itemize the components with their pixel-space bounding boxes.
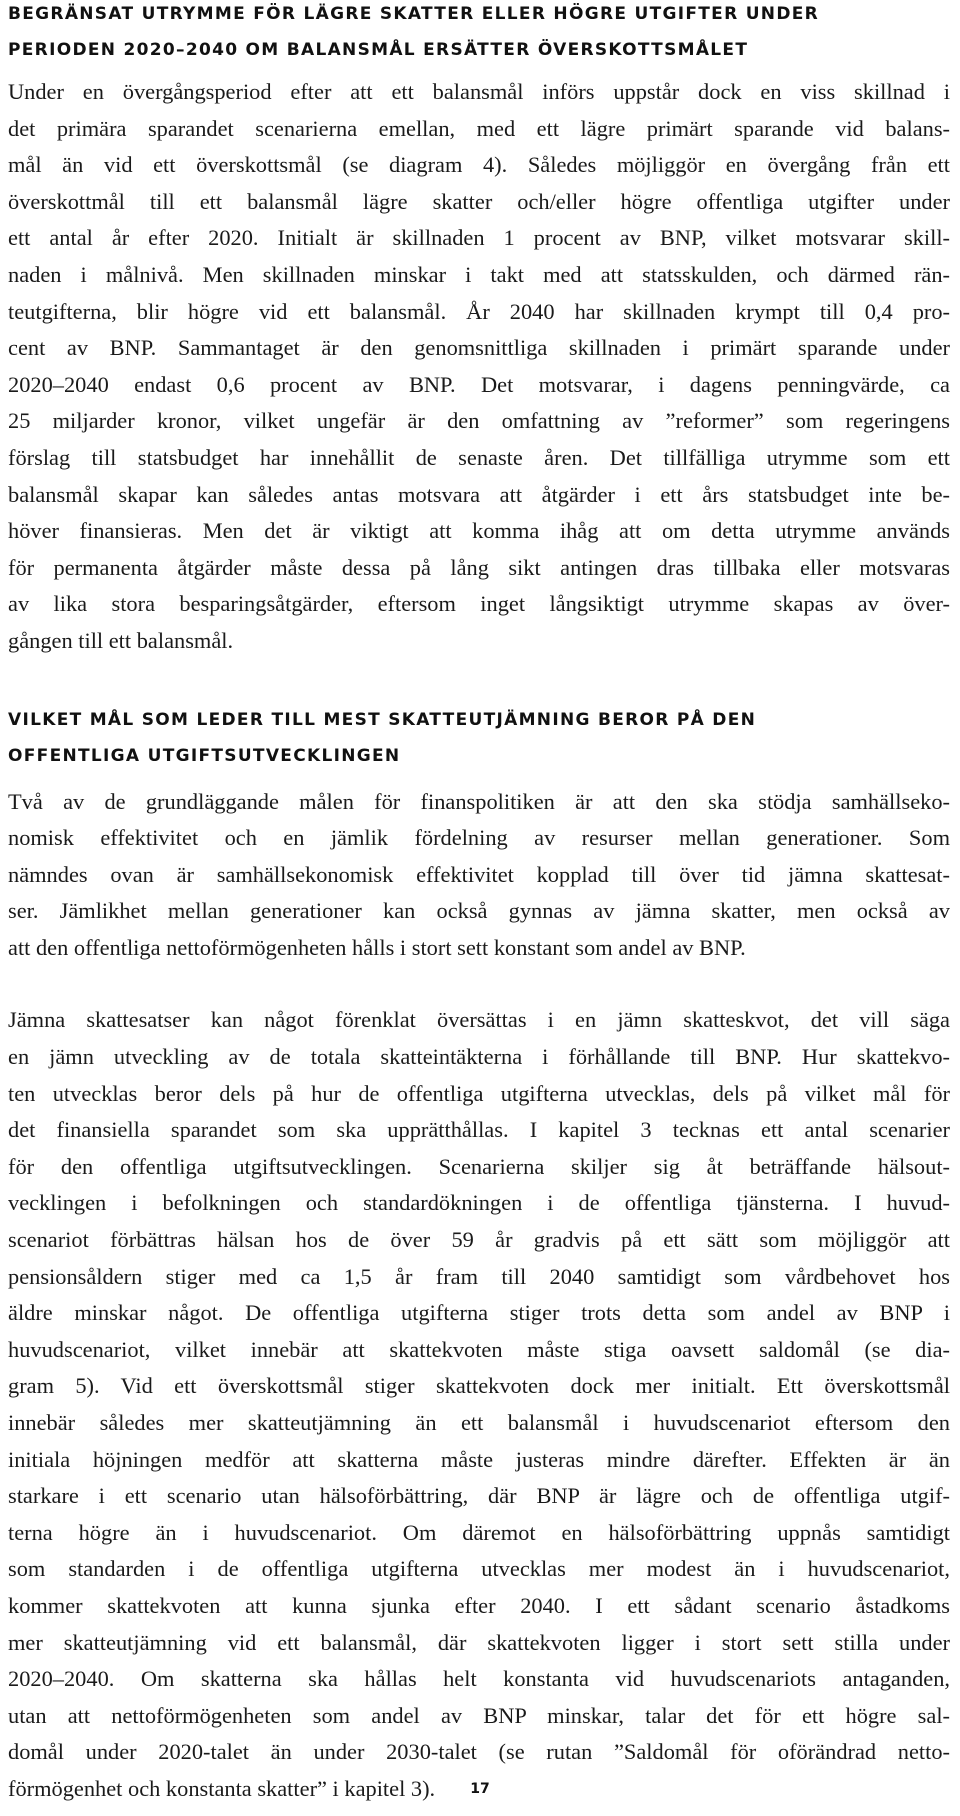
- text-line: höver finansieras. Men det är viktigt att komma ihåg att om detta utrymme används: [8, 518, 950, 544]
- text-line: innebär således mer skatteutjämning än ett balansmål i huvudscenariot eftersom den: [8, 1410, 950, 1435]
- page-number: 17: [470, 1781, 490, 1797]
- text-line: gången till ett balansmål.: [8, 627, 234, 653]
- heading-line: BEGRÄNSAT UTRYMME FÖR LÄGRE SKATTER ELLER HÖGRE UTGIFTER UNDER: [8, 4, 820, 24]
- text-line: terna högre än i huvudscenariot. Om däremot en hälsoförbättring uppnås samtidigt: [8, 1519, 950, 1545]
- text-line: ten utvecklas beror dels på hur de offentliga utgifterna utvecklas, dels på vilket mål för: [8, 1080, 950, 1106]
- heading-line: OFFENTLIGA UTGIFTSUTVECKLINGEN: [8, 745, 401, 766]
- text-line: 2020–2040 endast 0,6 procent av BNP. Det motsvarar, i dagens penningvärde, ca: [8, 371, 950, 397]
- text-line: Två av de grundläggande målen för finanspolitiken är att den ska stödja samhällseko-: [8, 788, 950, 814]
- text-line: det primära sparandet scenarierna emellan, med ett lägre primärt sparande vid balans-: [8, 115, 950, 141]
- text-line: domål under 2020-talet än under 2030-talet (se rutan ”Saldomål för oförändrad netto-: [8, 1739, 950, 1765]
- text-line: ett antal år efter 2020. Initialt är skillnaden 1 procent av BNP, vilket motsvarar skill-: [8, 225, 950, 251]
- text-line: 25 miljarder kronor, vilket ungefär är den omfattning av ”reformer” som regeringens: [8, 408, 950, 434]
- text-line: att den offentliga nettoförmögenheten hålls i stort sett konstant som andel av BNP.: [8, 934, 746, 960]
- text-line: av lika stora besparingsåtgärder, eftersom inget långsiktigt utrymme skapas av över-: [8, 591, 950, 617]
- text-line: naden i målnivå. Men skillnaden minskar i takt med att statsskulden, och därmed rän-: [8, 261, 950, 287]
- text-line: pensionsåldern stiger med ca 1,5 år fram till 2040 samtidigt som vårdbehovet hos: [8, 1263, 950, 1289]
- section-2-paragraph-1: [8, 784, 950, 967]
- text-line: för den offentliga utgiftsutvecklingen. Scenarierna skiljer sig åt beträffande hälsout-: [8, 1153, 950, 1179]
- text-line: scenariot förbättras hälsan hos de över 59 år gradvis på ett sätt som möjliggör att: [8, 1227, 950, 1253]
- text-line: balansmål skapar kan således antas motsvara att åtgärder i ett års statsbudget inte be-: [8, 481, 950, 507]
- text-line: nomisk effektivitet och en jämlik fördelning av resurser mellan generationer. Som: [8, 825, 950, 851]
- text-line: kommer skattekvoten att kunna sjunka efter 2040. I ett sådant scenario åstadkoms: [8, 1592, 950, 1618]
- text-line: en jämn utveckling av de totala skatteintäkterna i förhållande till BNP. Hur skattekvo-: [8, 1044, 950, 1070]
- section-heading-2: [8, 702, 950, 774]
- text-line: mål än vid ett överskottsmål (se diagram 4). Således möjliggör en övergång från ett: [8, 152, 950, 178]
- text-line: gram 5). Vid ett överskottsmål stiger skattekvoten dock mer initialt. Ett överskottsmål: [8, 1373, 950, 1399]
- text-line: mer skatteutjämning vid ett balansmål, där skattekvoten ligger i stort sett stilla under: [8, 1629, 950, 1655]
- text-line: 2020–2040. Om skatterna ska hållas helt konstanta vid huvudscenariots antaganden,: [8, 1666, 950, 1692]
- text-line: överskottmål till ett balansmål lägre skatter och/eller högre offentliga utgifter under: [8, 188, 950, 214]
- text-line: huvudscenariot, vilket innebär att skattekvoten måste stiga oavsett saldomål (se dia-: [8, 1336, 950, 1362]
- text-line: Under en övergångsperiod efter att ett balansmål införs uppstår dock en viss skillnad i: [8, 79, 950, 104]
- text-line: Jämna skattesatser kan något förenklat översättas i en jämn skatteskvot, det vill säga: [8, 1007, 950, 1033]
- text-line: äldre minskar något. De offentliga utgifterna stiger trots detta som andel av BNP i: [8, 1300, 950, 1326]
- text-line: ser. Jämlikhet mellan generationer kan också gynnas av jämna skatter, men också av: [8, 898, 950, 924]
- document-page: [8, 0, 950, 1808]
- text-line: initiala höjningen medför att skatterna måste justeras mindre därefter. Effekten är än: [8, 1446, 950, 1472]
- text-line: teutgifterna, blir högre vid ett balansmål. År 2040 har skillnaden krympt till 0,4 pro-: [8, 298, 950, 324]
- text-line: för permanenta åtgärder måste dessa på lång sikt antingen dras tillbaka eller motsvaras: [8, 554, 950, 580]
- text-line: cent av BNP. Sammantaget är den genomsnittliga skillnaden i primärt sparande under: [8, 335, 950, 361]
- text-line: utan att nettoförmögenheten som andel av BNP minskar, talar det för ett högre sal-: [8, 1702, 950, 1728]
- text-line: nämndes ovan är samhällsekonomisk effektivitet kopplad till över tid jämna skattesat-: [8, 861, 950, 887]
- section-heading-1: [8, 0, 950, 68]
- section-1-paragraph: [8, 74, 950, 660]
- text-line: som standarden i de offentliga utgifterna utvecklas mer modest än i huvudscenariot,: [8, 1556, 950, 1582]
- text-line: förslag till statsbudget har innehållit de senaste åren. Det tillfälliga utrymme som ett: [8, 444, 950, 470]
- heading-line: PERIODEN 2020–2040 OM BALANSMÅL ERSÄTTER ÖVERSKOTTSMÅLET: [8, 40, 749, 60]
- text-line: det finansiella sparandet som ska upprätthållas. I kapitel 3 tecknas ett antal scenarier: [8, 1117, 950, 1143]
- text-line: vecklingen i befolkningen och standardökningen i de offentliga tjänsterna. I huvud-: [8, 1190, 950, 1216]
- section-2-paragraph-2: [8, 1002, 950, 1807]
- text-line: förmögenhet och konstanta skatter” i kapitel 3).: [8, 1775, 436, 1801]
- text-line: starkare i ett scenario utan hälsoförbättring, där BNP är lägre och de offentliga utgif-: [8, 1483, 950, 1509]
- heading-line: VILKET MÅL SOM LEDER TILL MEST SKATTEUTJÄMNING BEROR PÅ DEN: [8, 709, 757, 730]
